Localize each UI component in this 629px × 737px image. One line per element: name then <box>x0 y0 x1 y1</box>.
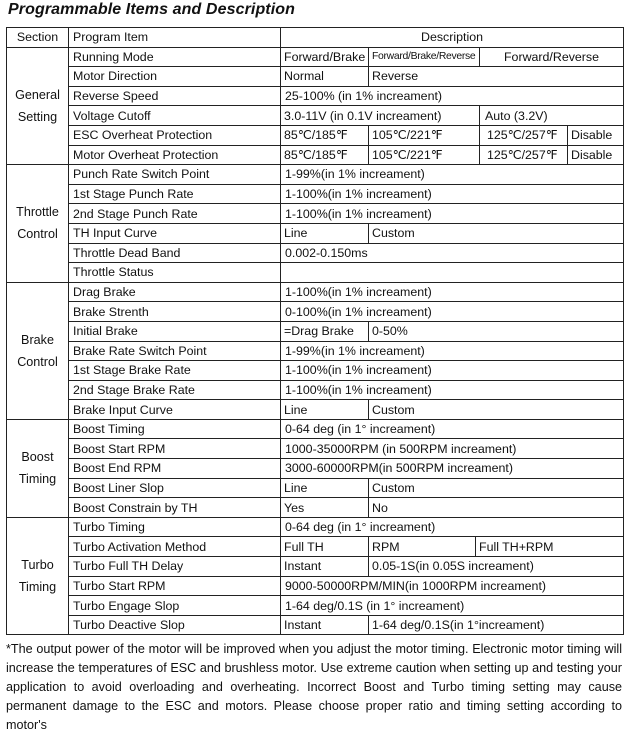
desc-boost-end-rpm: 3000-60000RPM(in 500RPM increament) <box>281 459 624 479</box>
desc-turbo-full-th-delay <box>281 557 624 577</box>
desc-boost-start-rpm: 1000-35000RPM (in 500RPM increament) <box>281 439 624 459</box>
table-row <box>7 498 624 518</box>
page-title: Programmable Items and Description <box>8 1 296 18</box>
desc-throttle-dead-band: 0.002-0.150ms <box>281 243 624 263</box>
table-row <box>7 557 624 577</box>
section-turbo-timing <box>7 517 69 635</box>
desc-option: 105℃/221℉ <box>368 126 479 145</box>
desc-option: Line <box>284 226 308 241</box>
desc-option: Full TH+RPM <box>475 537 623 556</box>
table-row <box>7 145 624 165</box>
desc-option: Forward/Reverse <box>479 48 623 67</box>
table-row <box>7 125 624 145</box>
item-voltage-cutoff: Voltage Cutoff <box>69 106 281 126</box>
table-row <box>7 615 624 635</box>
desc-option: Instant <box>284 618 322 633</box>
item-turbo-engage-slop: Turbo Engage Slop <box>69 596 281 616</box>
desc-option: 0-50% <box>368 322 623 341</box>
table-row <box>7 321 624 341</box>
desc-turbo-timing: 0-64 deg (in 1° increament) <box>281 517 624 537</box>
desc-boost-constrain <box>281 498 624 518</box>
desc-option: Disable <box>567 146 623 165</box>
table-row <box>7 361 624 381</box>
desc-voltage-cutoff <box>281 106 624 126</box>
desc-option: 85℃/185℉ <box>284 128 348 143</box>
desc-initial-brake <box>281 321 624 341</box>
item-throttle-dead-band: Throttle Dead Band <box>69 243 281 263</box>
desc-option: 105℃/221℉ <box>368 146 479 165</box>
table-row <box>7 537 624 557</box>
desc-option: Yes <box>284 500 305 515</box>
desc-stage2-punch: 1-100%(in 1% increament) <box>281 204 624 224</box>
item-stage1-brake: 1st Stage Brake Rate <box>69 361 281 381</box>
section-throttle-control <box>7 165 69 283</box>
desc-option: 125℃/257℉ <box>479 126 567 145</box>
header-program-item: Program Item <box>69 28 281 48</box>
desc-throttle-status <box>281 263 624 283</box>
table-row <box>7 184 624 204</box>
desc-turbo-activation <box>281 537 624 557</box>
section-label-line1: Boost <box>21 450 54 465</box>
table-row <box>7 478 624 498</box>
table-row <box>7 517 624 537</box>
item-brake-input-curve: Brake Input Curve <box>69 400 281 420</box>
desc-motor-overheat <box>281 145 624 165</box>
desc-option: Forward/Brake/Reverse <box>368 48 479 67</box>
table-row <box>7 419 624 439</box>
desc-brake-input-curve <box>281 400 624 420</box>
table-row <box>7 47 624 67</box>
section-label-line1: Throttle <box>16 205 59 220</box>
desc-boost-timing: 0-64 deg (in 1° increament) <box>281 419 624 439</box>
table-row <box>7 400 624 420</box>
item-turbo-full-th-delay: Turbo Full TH Delay <box>69 557 281 577</box>
section-label-line1: General <box>15 87 60 102</box>
table-row <box>7 223 624 243</box>
item-boost-start-rpm: Boost Start RPM <box>69 439 281 459</box>
desc-turbo-deactive-slop <box>281 615 624 635</box>
item-stage2-punch: 2nd Stage Punch Rate <box>69 204 281 224</box>
desc-stage1-punch: 1-100%(in 1% increament) <box>281 184 624 204</box>
desc-motor-direction <box>281 67 624 87</box>
item-turbo-start-rpm: Turbo Start RPM <box>69 576 281 596</box>
table-row <box>7 302 624 322</box>
item-motor-direction: Motor Direction <box>69 67 281 87</box>
desc-option: Instant <box>284 559 322 574</box>
header-section: Section <box>7 28 69 48</box>
desc-esc-overheat <box>281 125 624 145</box>
desc-brake-strength: 0-100%(in 1% increament) <box>281 302 624 322</box>
item-turbo-activation: Turbo Activation Method <box>69 537 281 557</box>
table-row <box>7 596 624 616</box>
item-th-input-curve: TH Input Curve <box>69 223 281 243</box>
table-row <box>7 282 624 302</box>
desc-option: =Drag Brake <box>284 324 354 339</box>
desc-option: Forward/Brake <box>284 49 366 64</box>
table-header-row <box>7 28 624 48</box>
table-row <box>7 459 624 479</box>
desc-option: Custom <box>368 479 623 498</box>
desc-option: Auto (3.2V) <box>479 106 623 125</box>
item-stage2-brake: 2nd Stage Brake Rate <box>69 380 281 400</box>
desc-option: Custom <box>368 400 623 419</box>
table-row <box>7 86 624 106</box>
desc-turbo-engage-slop: 1-64 deg/0.1S (in 1° increament) <box>281 596 624 616</box>
desc-option: 125℃/257℉ <box>479 146 567 165</box>
table-row <box>7 439 624 459</box>
item-initial-brake: Initial Brake <box>69 321 281 341</box>
item-reverse-speed: Reverse Speed <box>69 86 281 106</box>
desc-reverse-speed: 25-100% (in 1% increament) <box>281 86 624 106</box>
desc-option: Line <box>284 402 308 417</box>
section-label-line1: Brake <box>21 332 54 347</box>
item-drag-brake: Drag Brake <box>69 282 281 302</box>
item-boost-liner-slop: Boost Liner Slop <box>69 478 281 498</box>
item-stage1-punch: 1st Stage Punch Rate <box>69 184 281 204</box>
item-boost-constrain: Boost Constrain by TH <box>69 498 281 518</box>
table-row <box>7 106 624 126</box>
desc-option: Line <box>284 480 308 495</box>
table-row <box>7 243 624 263</box>
desc-turbo-start-rpm: 9000-50000RPM/MIN(in 1000RPM increament) <box>281 576 624 596</box>
desc-stage1-brake: 1-100%(in 1% increament) <box>281 361 624 381</box>
desc-option: Custom <box>368 224 623 243</box>
desc-running-mode <box>281 47 624 67</box>
desc-option: Normal <box>284 69 324 84</box>
item-turbo-timing: Turbo Timing <box>69 517 281 537</box>
item-boost-end-rpm: Boost End RPM <box>69 459 281 479</box>
section-label-line2: Timing <box>18 472 57 487</box>
footnote-text: *The output power of the motor will be improved when you adjust the motor timing. Electronic motor timing will increase the temperatures of ESC and brushless motor. Use extreme caution when setting up and testing your application to avoid overloading and overheating. Incorrect Boost and Turbo timing setting may cause permanent damage to the ESC and motors. Please choose proper ratio and timing setting according to motor's <box>6 642 622 732</box>
desc-option: Full TH <box>284 539 324 554</box>
desc-stage2-brake: 1-100%(in 1% increament) <box>281 380 624 400</box>
item-turbo-deactive-slop: Turbo Deactive Slop <box>69 615 281 635</box>
item-motor-overheat: Motor Overheat Protection <box>69 145 281 165</box>
desc-option: 0.05-1S(in 0.05S increament) <box>368 557 623 576</box>
table-row <box>7 165 624 185</box>
desc-th-input-curve <box>281 223 624 243</box>
desc-punch-rate-switch: 1-99%(in 1% increament) <box>281 165 624 185</box>
desc-option: 85℃/185℉ <box>284 147 348 162</box>
desc-option: 1-64 deg/0.1S(in 1°increament) <box>368 616 623 635</box>
desc-brake-rate-switch: 1-99%(in 1% increament) <box>281 341 624 361</box>
table-row <box>7 576 624 596</box>
desc-option: 3.0-11V (in 0.1V increament) <box>284 108 442 123</box>
section-general-setting <box>7 47 69 165</box>
table-row <box>7 380 624 400</box>
section-label-line2: Control <box>17 354 58 369</box>
item-throttle-status: Throttle Status <box>69 263 281 283</box>
desc-option: Disable <box>567 126 623 145</box>
item-brake-rate-switch: Brake Rate Switch Point <box>69 341 281 361</box>
desc-boost-liner-slop <box>281 478 624 498</box>
section-label-line1: Turbo <box>21 558 54 573</box>
table-row <box>7 67 624 87</box>
item-punch-rate-switch: Punch Rate Switch Point <box>69 165 281 185</box>
desc-option: RPM <box>368 537 475 556</box>
item-boost-timing: Boost Timing <box>69 419 281 439</box>
section-label-line2: Control <box>17 227 58 242</box>
desc-option: No <box>368 498 623 517</box>
item-brake-strength: Brake Strenth <box>69 302 281 322</box>
item-running-mode: Running Mode <box>69 47 281 67</box>
section-label-line2: Setting <box>17 109 58 124</box>
item-esc-overheat: ESC Overheat Protection <box>69 125 281 145</box>
table-row <box>7 263 624 283</box>
table-row <box>7 341 624 361</box>
desc-option: Reverse <box>368 67 623 86</box>
table-row <box>7 204 624 224</box>
section-brake-control <box>7 282 69 419</box>
programmable-items-table <box>6 27 624 635</box>
section-boost-timing <box>7 419 69 517</box>
header-description: Description <box>281 28 624 48</box>
section-label-line2: Timing <box>18 580 57 595</box>
desc-drag-brake: 1-100%(in 1% increament) <box>281 282 624 302</box>
